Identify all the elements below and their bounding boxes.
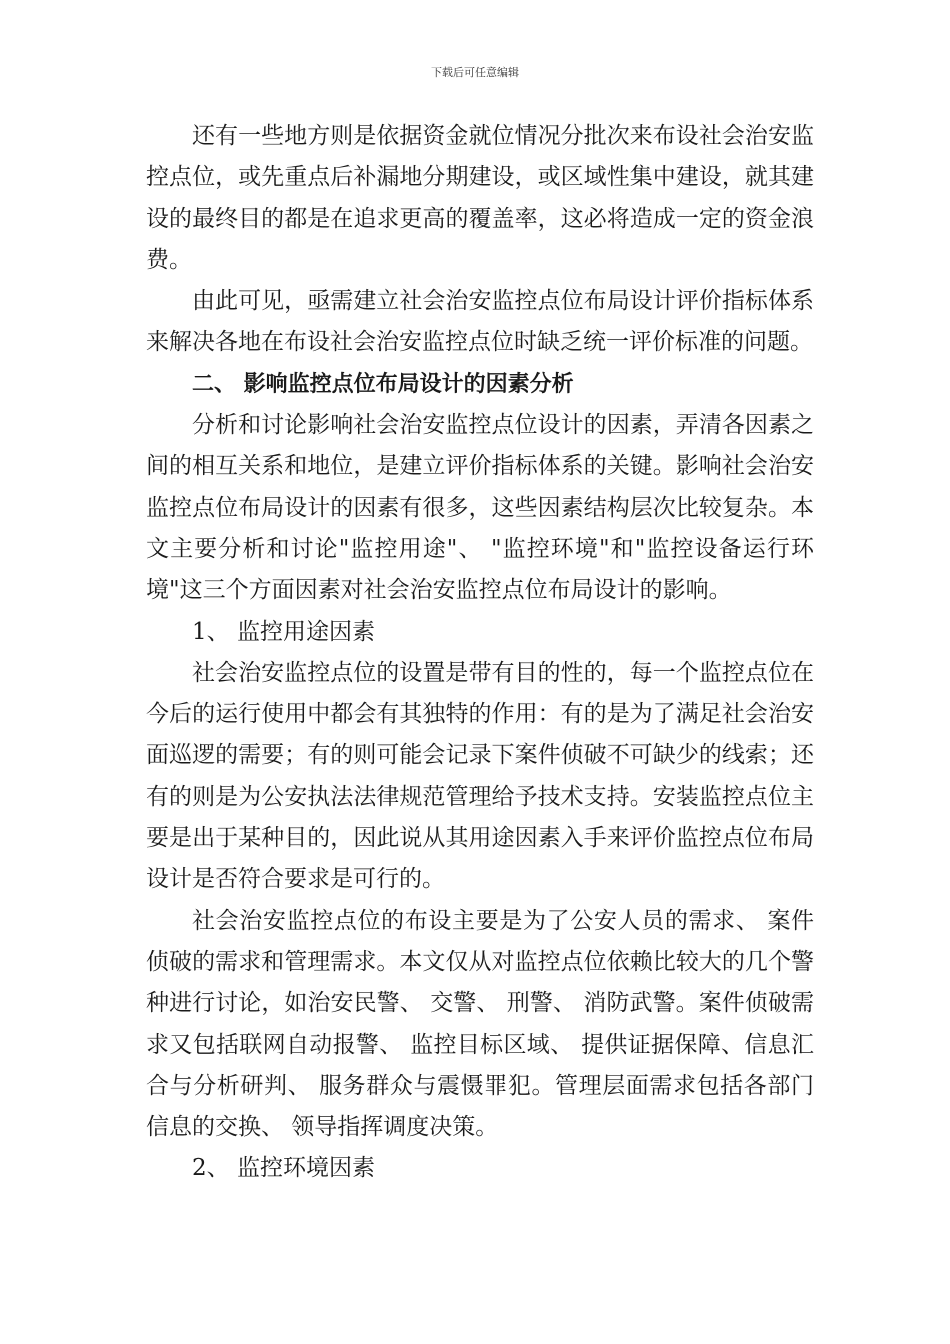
document-body [146, 116, 814, 1190]
paragraph-usage-purpose: 社会治安监控点位的设置是带有目的性的，每一个监控点位在今后的运行使用中都会有其独特的作用：有的是为了满足社会治安面巡逻的需要；有的则可能会记录下案件侦破不可缺少的线索；还有的则是为公安执法法律规范管理给予技术支持。安装监控点位主要是出于某种目的，因此说从其用途因素入手来评价监控点位布局设计是否符合要求是可行的。 [146, 659, 814, 893]
paragraph-usage-needs: 社会治安监控点位的布设主要是为了公安人员的需求、 案件侦破的需求和管理需求。本文仅从对监控点位依赖比较大的几个警种进行讨论，如治安民警、 交警、 刑警、 消防武警。案件侦破需求又包括联网自动报警、 监控目标区域、 提供证据保障、信息汇合与分析研判、 服务群众与震慑罪犯。管理层面需求包括各部门信息的交换、 领导指挥调度决策。 [146, 907, 814, 1141]
page-header-note: 下载后可任意编辑 [431, 66, 519, 79]
paragraph-need-evaluation-system: 由此可见，亟需建立社会治安监控点位布局设计评价指标体系来解决各地在布设社会治安监控点位时缺乏统一评价标准的问题。 [146, 288, 814, 356]
paragraph-funding-phases: 还有一些地方则是依据资金就位情况分批次来布设社会治安监控点位，或先重点后补漏地分期建设，或区域性集中建设，就其建设的最终目的都是在追求更高的覆盖率，这必将造成一定的资金浪费。 [146, 123, 814, 273]
section-heading-factor-analysis: 二、 影响监控点位布局设计的因素分析 [192, 370, 574, 397]
paragraph-factor-overview: 分析和讨论影响社会治安监控点位设计的因素，弄清各因素之间的相互关系和地位，是建立评价指标体系的关键。影响社会治安监控点位布局设计的因素有很多，这些因素结构层次比较复杂。本文主要分析和讨论"监控用途"、 "监控环境"和"监控设备运行环境"这三个方面因素对社会治安监控点位布局设计的影响。 [146, 412, 814, 604]
subsection-heading-environment-factor: 2、 监控环境因素 [192, 1155, 375, 1182]
subsection-heading-usage-factor: 1、 监控用途因素 [192, 618, 375, 645]
